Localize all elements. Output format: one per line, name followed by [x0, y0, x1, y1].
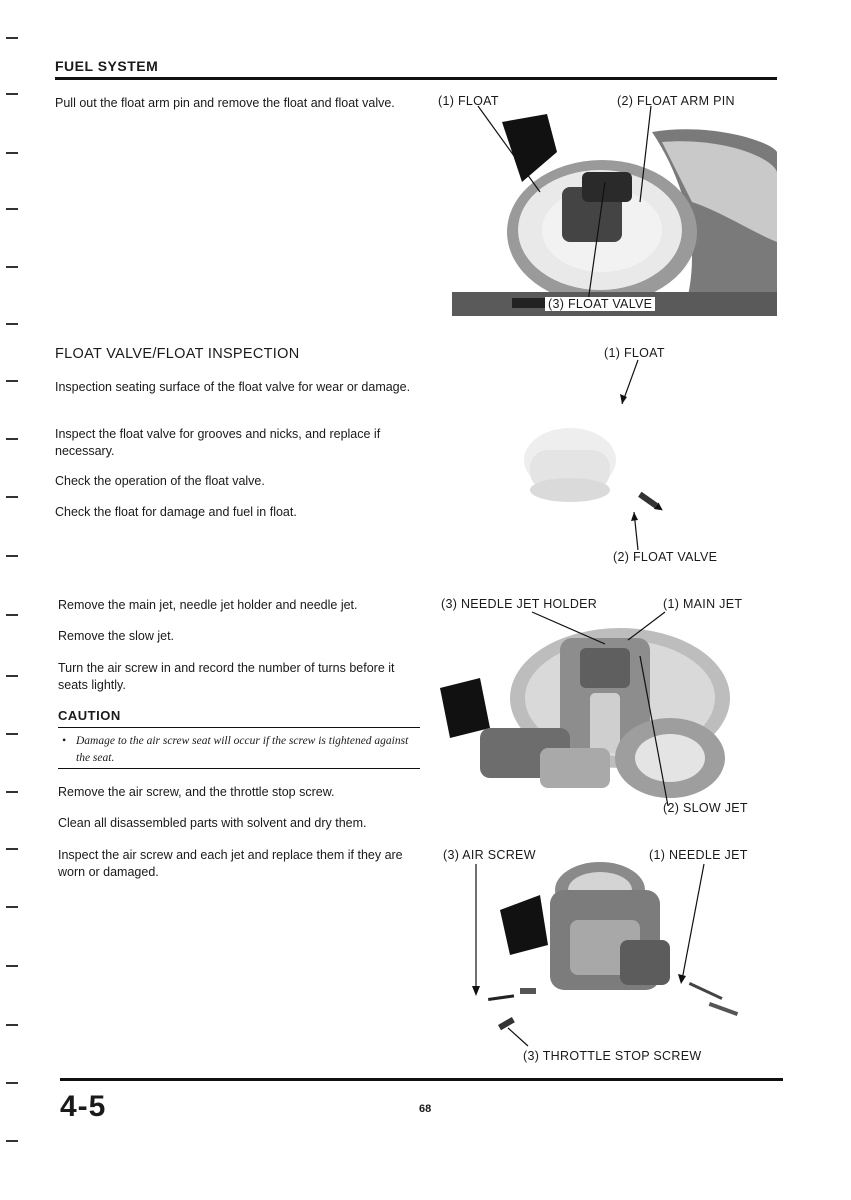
label-float-valve: (3) FLOAT VALVE	[545, 297, 655, 311]
float-removal-leaders	[440, 92, 770, 322]
disassembly-para-2: Remove the slow jet.	[58, 629, 175, 643]
label-main-jet: (1) MAIN JET	[663, 597, 743, 611]
caution-bottom-rule	[58, 768, 420, 769]
inspection-para-3: Check the operation of the float valve.	[55, 474, 265, 488]
inspection-para-2: Inspect the float valve for grooves and nicks, and replace if necessary.	[55, 427, 381, 458]
disassembly-para-4: Remove the air screw, and the throttle stop screw.	[58, 785, 335, 799]
label-float-arm-pin: (2) FLOAT ARM PIN	[617, 94, 735, 108]
page-code: 4-5	[60, 1090, 107, 1123]
inspection-heading: FLOAT VALVE/FLOAT INSPECTION	[55, 346, 300, 362]
float-inspection-figure	[510, 340, 750, 570]
header-rule	[55, 77, 777, 80]
label-float-2: (1) FLOAT	[604, 346, 665, 360]
disassembly-para-5: Clean all disassembled parts with solvent and dry them.	[58, 816, 367, 830]
disassembly-para-1: Remove the main jet, needle jet holder and needle jet.	[58, 598, 358, 612]
label-float-valve-2: (2) FLOAT VALVE	[613, 550, 718, 564]
sheet-number: 68	[419, 1103, 432, 1115]
label-needle-jet-holder: (3) NEEDLE JET HOLDER	[441, 597, 598, 611]
inspection-para-1: Inspection seating surface of the float valve for wear or damage.	[55, 380, 411, 394]
caution-title: CAUTION	[58, 708, 121, 723]
label-slow-jet: (2) SLOW JET	[663, 801, 748, 815]
label-float: (1) FLOAT	[438, 94, 499, 108]
section-title: FUEL SYSTEM	[55, 58, 159, 74]
label-air-screw: (3) AIR SCREW	[443, 848, 536, 862]
disassembly-para-6: Inspect the air screw and each jet and replace them if they are worn or damaged.	[58, 848, 403, 879]
step-float-removal-text: Pull out the float arm pin and remove the float and float valve.	[55, 96, 395, 110]
caution-bullet: •	[62, 735, 67, 747]
carburetor-jets-leaders	[440, 596, 760, 826]
caution-text: Damage to the air screw seat will occur if the screw is tightened against the seat.	[76, 735, 409, 764]
disassembly-para-3: Turn the air screw in and record the number of turns before it seats lightly.	[58, 661, 395, 692]
label-throttle-stop-screw: (3) THROTTLE STOP SCREW	[523, 1049, 702, 1063]
air-screw-leaders	[460, 850, 780, 1050]
footer-rule	[60, 1078, 783, 1081]
inspection-para-4: Check the float for damage and fuel in float.	[55, 505, 297, 519]
caution-top-rule	[58, 727, 420, 728]
label-needle-jet: (1) NEEDLE JET	[649, 848, 748, 862]
